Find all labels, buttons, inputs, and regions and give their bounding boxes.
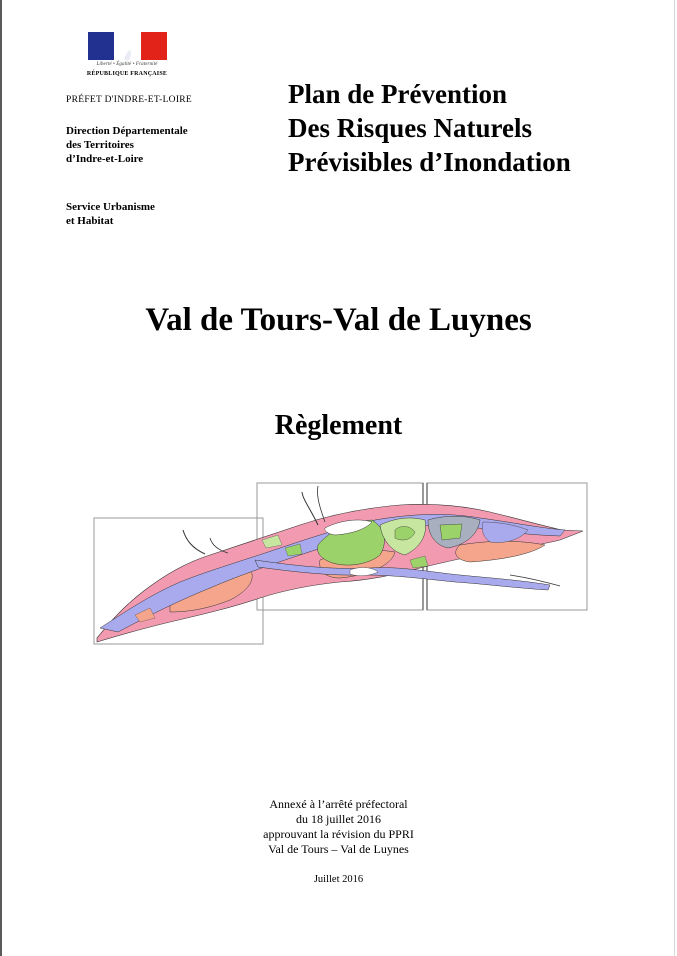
motto: Liberté • Égalité • Fraternité <box>96 62 158 67</box>
direction-line: des Territoires <box>66 139 134 151</box>
annex-line: Val de Tours – Val de Luynes <box>268 842 409 856</box>
sub-title: Règlement <box>274 410 403 441</box>
republique-francaise-label: RÉPUBLIQUE FRANÇAISE <box>86 71 168 77</box>
service-line: Service Urbanisme <box>66 201 155 213</box>
service-line: et Habitat <box>66 215 114 227</box>
annex-line: Annexé à l’arrêté préfectoral <box>269 797 408 811</box>
direction-line: Direction Départementale <box>66 125 188 137</box>
annex-line: approuvant la révision du PPRI <box>263 827 414 841</box>
direction-line: d’Indre-et-Loire <box>66 153 144 165</box>
annex-line: du 18 juillet 2016 <box>296 812 381 826</box>
title-line: Prévisibles d’Inondation <box>288 147 571 177</box>
title-line: Des Risques Naturels <box>288 113 533 143</box>
main-title: Val de Tours-Val de Luynes <box>145 302 532 338</box>
title-line: Plan de Prévention <box>288 79 507 109</box>
publication-date: Juillet 2016 <box>313 874 364 885</box>
annex-block <box>0 797 677 857</box>
prefet-label: PRÉFET D'INDRE-ET-LOIRE <box>66 95 193 105</box>
